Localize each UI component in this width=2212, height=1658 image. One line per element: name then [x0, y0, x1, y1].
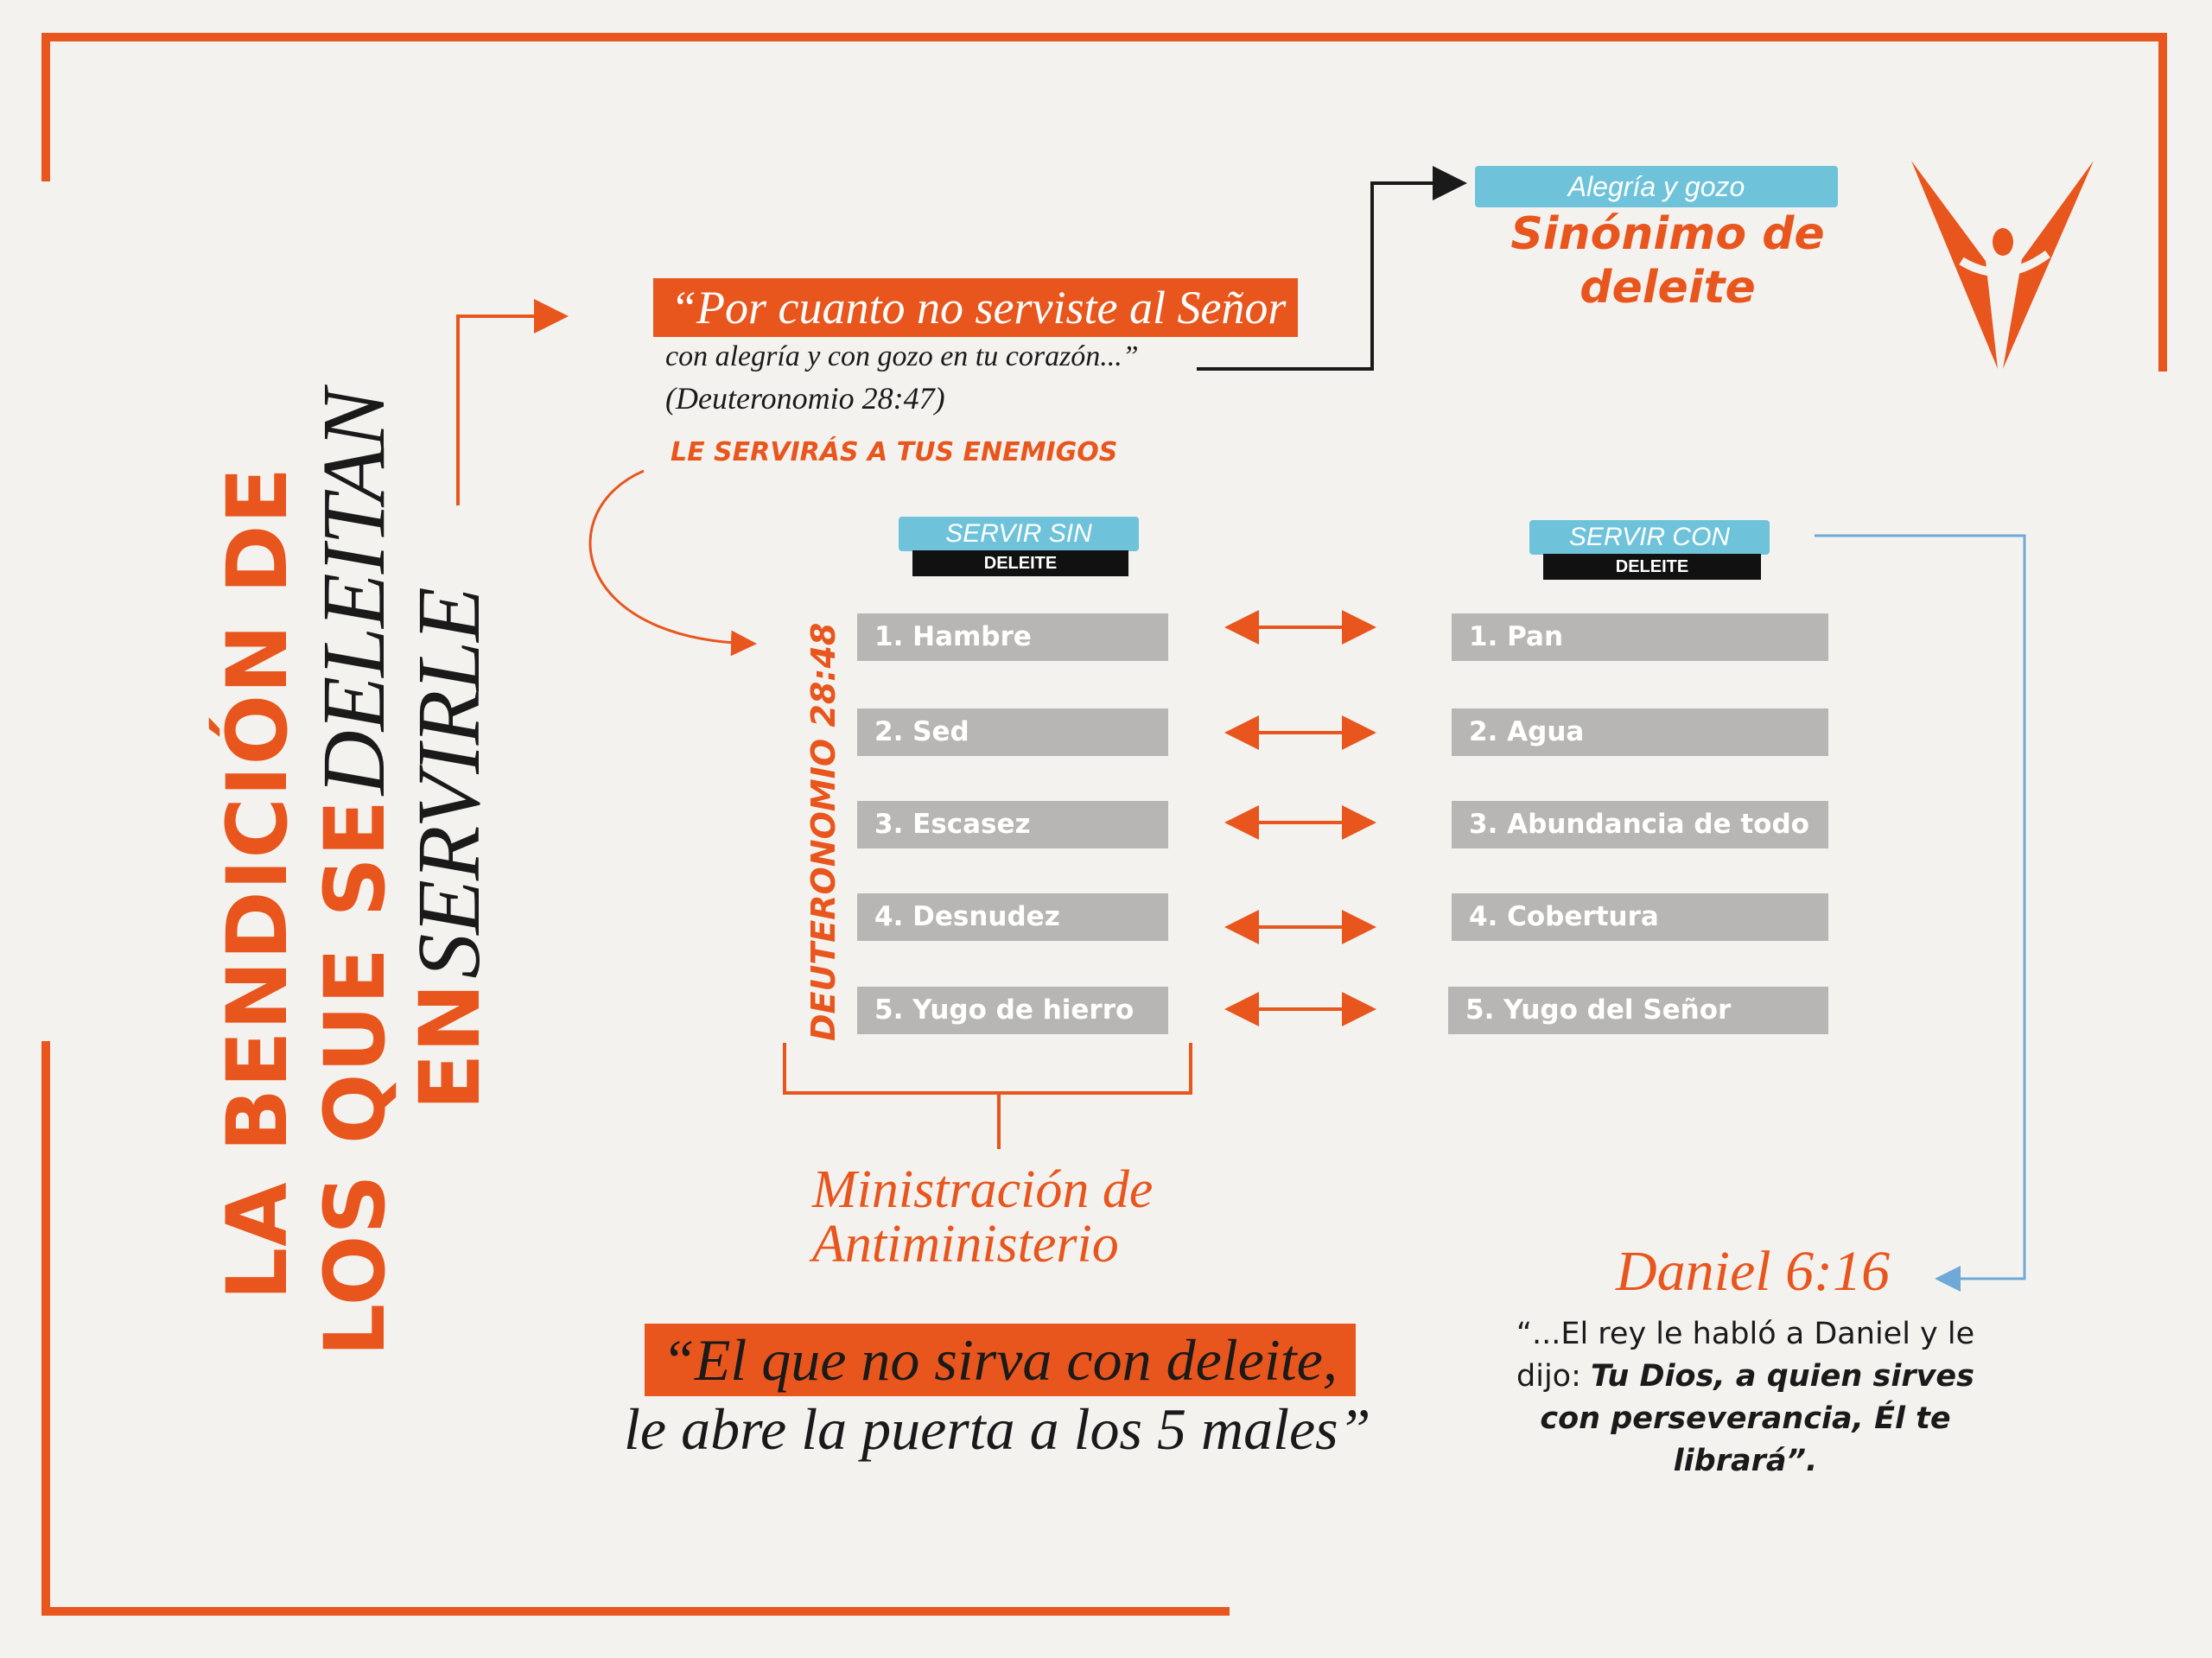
synonym-tag: Alegría y gozo: [1475, 166, 1838, 207]
right-item: 4. Cobertura: [1452, 893, 1828, 941]
left-column-subtag: DELEITE: [912, 550, 1128, 576]
ministration-line-2: Antiministerio: [812, 1215, 1119, 1274]
right-item: 5. Yugo del Señor: [1448, 987, 1828, 1034]
quote-reference: (Deuteronomio 28:47): [665, 381, 945, 416]
right-item: 3. Abundancia de todo: [1452, 801, 1828, 848]
double-arrow-icon: [1231, 627, 1370, 1009]
daniel-text: [1486, 1313, 2005, 1483]
synonym-line-2: deleite: [1580, 262, 1756, 314]
daniel-intro: “...El rey le habló a Daniel y le dijo:: [1516, 1317, 1975, 1394]
quote-rest: con alegría y con gozo en tu corazón...”: [665, 340, 1139, 372]
title-line-2-sans: LOS QUE SE: [307, 798, 404, 1356]
title-line-3: [399, 588, 523, 1110]
right-column-tag: SERVIR CON: [1529, 520, 1770, 555]
bottom-quote-line-2: le abre la puerta a los 5 males”: [624, 1396, 1371, 1462]
right-item: 2. Agua: [1452, 708, 1828, 756]
right-item: 1. Pan: [1452, 613, 1828, 661]
title-line-3-serif: SERVIRLE: [399, 588, 499, 979]
left-column-tag: SERVIR SIN: [899, 517, 1139, 551]
left-item: 3. Escasez: [857, 801, 1168, 848]
left-item: 1. Hambre: [857, 613, 1168, 661]
ministration-line-1: Ministración de: [812, 1160, 1154, 1219]
quote-highlight: “Por cuanto no serviste al Señor: [653, 278, 1298, 337]
logo-v-icon: [1910, 157, 2095, 373]
daniel-emphasis: Tu Dios, a quien sirves con perseverancia, Él te librará”.: [1540, 1359, 1974, 1478]
deuteronomio-label: DEUTERONOMIO 28:48: [804, 622, 842, 1041]
right-column-subtag: DELEITE: [1543, 554, 1761, 580]
enemies-label: LE SERVIRÁS A TUS ENEMIGOS: [671, 437, 1118, 467]
left-item: 4. Desnudez: [857, 893, 1168, 941]
title-line-1: LA BENDICIÓN DE: [209, 466, 306, 1300]
daniel-reference: Daniel 6:16: [1616, 1240, 1891, 1303]
bottom-quote-line-1: “El que no sirva con deleite,: [645, 1324, 1356, 1396]
synonym-line-1: Sinónimo de: [1510, 208, 1825, 260]
title-line-3-sans: EN: [402, 982, 499, 1110]
left-item: 2. Sed: [857, 708, 1168, 756]
title-line-2-serif: DELEITAN: [304, 389, 404, 796]
left-item: 5. Yugo de hierro: [857, 987, 1168, 1034]
